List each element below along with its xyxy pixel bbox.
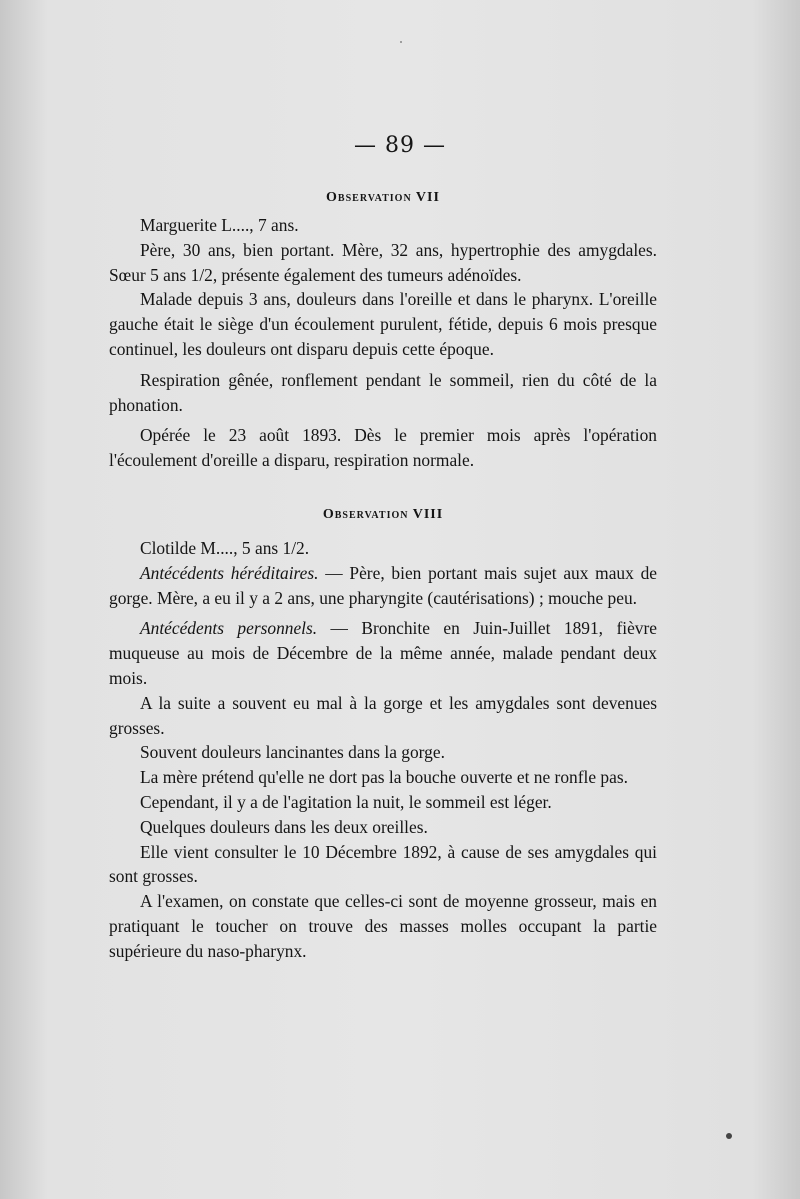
hereditary-text: — Père, bien portant mais sujet aux maux de gorge. Mère, a eu il y a 2 ans, une pharyngite (cautérisations) ; mouche peu. bbox=[109, 562, 657, 608]
observation-7-paragraph: Père, 30 ans, bien portant. Mère, 32 ans, hypertrophie des amygdales. Sœur 5 ans 1/2, présente également des tumeurs adénoïdes. bbox=[109, 239, 657, 285]
personal-text: — Bronchite en Juin-Juillet 1891, fièvre muqueuse au mois de Décembre de la même année, malade pendant deux mois. bbox=[109, 618, 657, 688]
observation-8-paragraph: Elle vient consulter le 10 Décembre 1892, à cause de ses amygdales qui sont grosses. bbox=[109, 841, 657, 887]
page-body bbox=[109, 183, 657, 964]
observation-8-paragraph: Quelques douleurs dans les deux oreilles. bbox=[140, 816, 428, 837]
observation-7-heading: Observation VII bbox=[326, 190, 440, 205]
observation-7-paragraph: Respiration gênée, ronflement pendant le sommeil, rien du côté de la phonation. bbox=[109, 369, 657, 415]
page-number: — 89 — bbox=[354, 133, 446, 158]
ink-speck bbox=[726, 1133, 732, 1139]
observation-8-paragraph: A l'examen, on constate que celles-ci sont de moyenne grosseur, mais en pratiquant le toucher on trouve des masses molles occupant la partie supérieure du naso-pharynx. bbox=[109, 891, 657, 961]
observation-7-paragraph: Malade depuis 3 ans, douleurs dans l'oreille et dans le pharynx. L'oreille gauche était le siège d'un écoulement purulent, fétide, depuis 6 mois presque continuel, les douleurs ont disparu depuis cette époque. bbox=[109, 289, 657, 359]
observation-8-paragraph: La mère prétend qu'elle ne dort pas la bouche ouverte et ne ronfle pas. bbox=[140, 767, 628, 788]
observation-8-heading: Observation VIII bbox=[322, 506, 444, 522]
observation-8-personal bbox=[109, 616, 657, 690]
observation-8-paragraph: Cependant, il y a de l'agitation la nuit, le sommeil est léger. bbox=[140, 791, 552, 812]
paper-speck bbox=[400, 41, 402, 43]
hereditary-label: Antécédents héréditaires. bbox=[140, 562, 319, 583]
observation-8-hereditary bbox=[109, 561, 657, 611]
observation-8-intro: Clotilde M...., 5 ans 1/2. bbox=[140, 537, 310, 558]
observation-8-paragraph: A la suite a souvent eu mal à la gorge et les amygdales sont devenues grosses. bbox=[109, 692, 657, 738]
observation-7-paragraph: Marguerite L...., 7 ans. bbox=[140, 215, 299, 235]
observation-7-paragraph: Opérée le 23 août 1893. Dès le premier mois après l'opération l'écoulement d'oreille a disparu, respiration normale. bbox=[109, 425, 657, 471]
observation-8-paragraph: Souvent douleurs lancinantes dans la gorge. bbox=[140, 742, 445, 763]
personal-label: Antécédents personnels. bbox=[140, 618, 318, 639]
